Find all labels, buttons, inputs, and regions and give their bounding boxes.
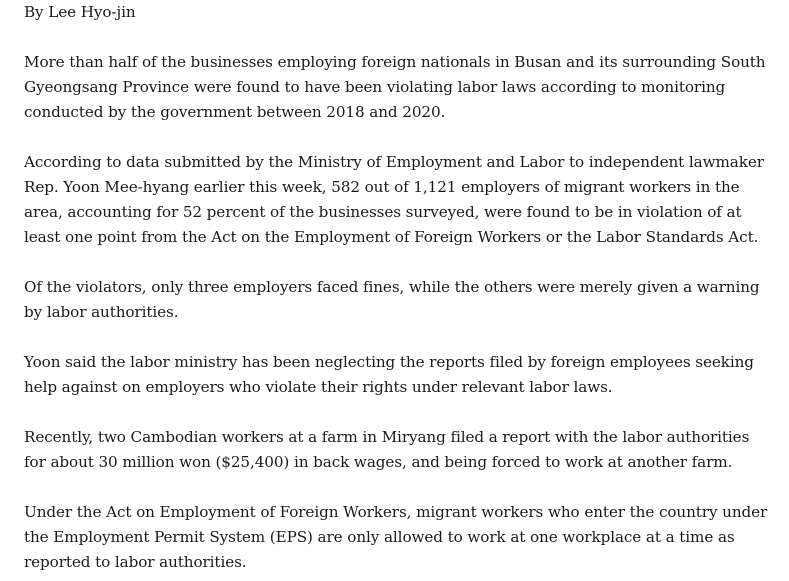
article-paragraph-6: Under the Act on Employment of Foreign Workers, migrant workers who enter the country under the Employment Permit System (EPS) are only allowed to work at one workplace at a time as reported to labor authorities. [24, 503, 768, 571]
article-paragraph-3: Of the violators, only three employers faced fines, while the others were merely given a warning by labor authorities. [24, 278, 760, 321]
article-body [24, 0, 769, 575]
article-paragraph-2: According to data submitted by the Ministry of Employment and Labor to independent lawmaker Rep. Yoon Mee-hyang earlier this week, 582 out of 1,121 employers of migrant workers in the area, accounting for 52 percent of the businesses surveyed, were found to be in violation of at least one point from the Act on the Employment of Foreign Workers or the Labor Standards Act. [24, 153, 764, 246]
article-paragraph-1: More than half of the businesses employing foreign nationals in Busan and its surrounding South Gyeongsang Province were found to have been violating labor laws according to monitoring conducted by the government between 2018 and 2020. [24, 53, 766, 121]
article-paragraph-5: Recently, two Cambodian workers at a farm in Miryang filed a report with the labor authorities for about 30 million won ($25,400) in back wages, and being forced to work at another farm. [24, 428, 750, 471]
article-paragraph-4: Yoon said the labor ministry has been neglecting the reports filed by foreign employees seeking help against on employers who violate their rights under relevant labor laws. [24, 353, 754, 396]
byline: By Lee Hyo-jin [24, 3, 136, 21]
